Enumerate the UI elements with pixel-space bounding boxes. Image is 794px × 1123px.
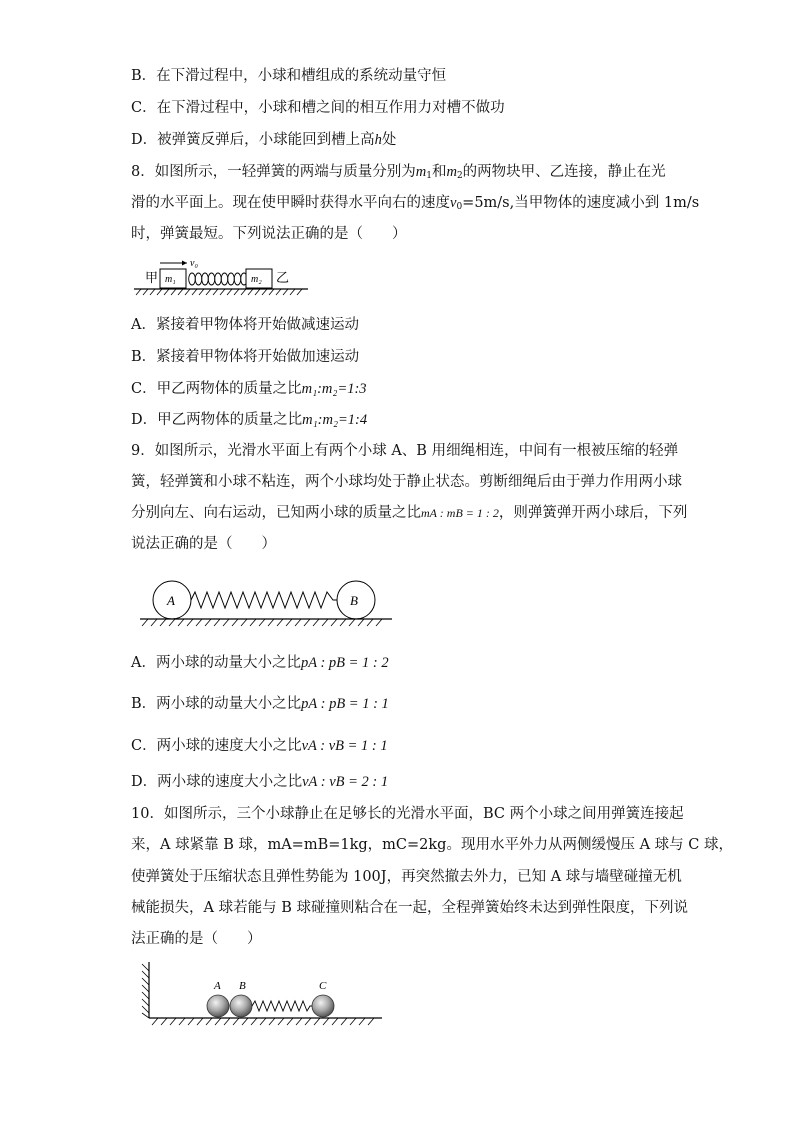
svg-text:v₀: v₀: [190, 258, 198, 269]
ball-a: [207, 995, 229, 1017]
q7-option-c: C．在下滑过程中，小球和槽之间的相互作用力对槽不做功: [131, 100, 505, 116]
q10-stem-line-4: 械能损失，A 球若能与 B 球碰撞则粘合在一起，全程弹簧始终未达到弹性限度，下列说: [131, 900, 688, 916]
label-yi: 乙: [276, 270, 290, 285]
q8-figure: [132, 255, 322, 304]
q9-option-d: D．两小球的速度大小之比vA : vB = 2 : 1: [131, 774, 389, 790]
q9-stem-line-3: 分别向左、向右运动，已知两小球的质量之比mA : mB = 1 : 2，则弹簧弹开两小球后，下列: [131, 505, 688, 521]
svg-text:m₂: m₂: [251, 274, 262, 285]
q9-stem-line-4: 说法正确的是（ ）: [131, 536, 276, 552]
ball-c: [312, 995, 334, 1017]
svg-text:A: A: [167, 593, 175, 608]
q8-option-c: C．甲乙两物体的质量之比m₁:m₂=1:3: [131, 381, 367, 397]
label-jia: 甲: [145, 270, 159, 285]
svg-text:A: A: [214, 980, 221, 992]
q8-option-a: A．紧接着甲物体将开始做减速运动: [131, 317, 359, 333]
svg-text:C: C: [319, 980, 327, 992]
q8-option-b: B．紧接着甲物体将开始做加速运动: [131, 349, 360, 365]
q9-option-b: B．两小球的动量大小之比pA : pB = 1 : 1: [131, 696, 389, 712]
q9-option-a: A．两小球的动量大小之比pA : pB = 1 : 2: [131, 655, 389, 671]
q8-stem-line-3: 时，弹簧最短。下列说法正确的是（ ）: [131, 226, 407, 242]
q9-option-c: C．两小球的速度大小之比vA : vB = 1 : 1: [131, 738, 388, 754]
q10-stem-line-3: 使弹簧处于压缩状态且弹性势能为 100J，再突然撤去外力，已知 A 球与墙壁碰撞无机: [131, 869, 682, 885]
ball-b: [230, 995, 252, 1017]
q8-stem-line-2: 滑的水平面上。现在使甲瞬时获得水平向右的速度$v_0=5m/s$,当甲物体的速度减小到 1m/s: [131, 195, 700, 212]
q10-stem-line-2: 来，A 球紧靠 B 球，mA=mB=1kg，mC=2kg。现用水平外力从两侧缓慢压 A 球与 C 球，: [131, 837, 733, 853]
spring: [252, 1001, 312, 1011]
q9-stem-line-2: 簧，轻弹簧和小球不粘连，两个小球均处于静止状态。剪断细绳后由于弹力作用两小球: [131, 474, 682, 490]
q10-figure: [138, 960, 388, 1034]
svg-text:m₁: m₁: [165, 274, 176, 285]
q7-option-b: B．在下滑过程中，小球和槽组成的系统动量守恒: [131, 68, 447, 84]
svg-text:B: B: [350, 593, 358, 608]
spring: [189, 273, 248, 285]
q9-stem-line-1: 9．如图所示，光滑水平面上有两个小球 A、B 用细绳相连，中间有一根被压缩的轻弹: [131, 443, 679, 459]
spring: [191, 592, 337, 608]
q8-option-d: D．甲乙两物体的质量之比m₁:m₂=1:4: [131, 412, 368, 428]
q8-stem-line-1: 8．如图所示，一轻弹簧的两端与质量分别为$m_1$和$m_2$的两物块甲、乙连接，静止在光: [131, 164, 666, 181]
svg-text:B: B: [239, 980, 246, 992]
q10-stem-line-1: 10．如图所示，三个小球静止在足够长的光滑水平面，BC 两个小球之间用弹簧连接起: [131, 806, 684, 822]
q9-figure: [138, 578, 398, 634]
q7-option-d: D．被弹簧反弹后，小球能回到槽上高h处: [131, 132, 397, 148]
q10-stem-line-5: 法正确的是（ ）: [131, 931, 262, 947]
